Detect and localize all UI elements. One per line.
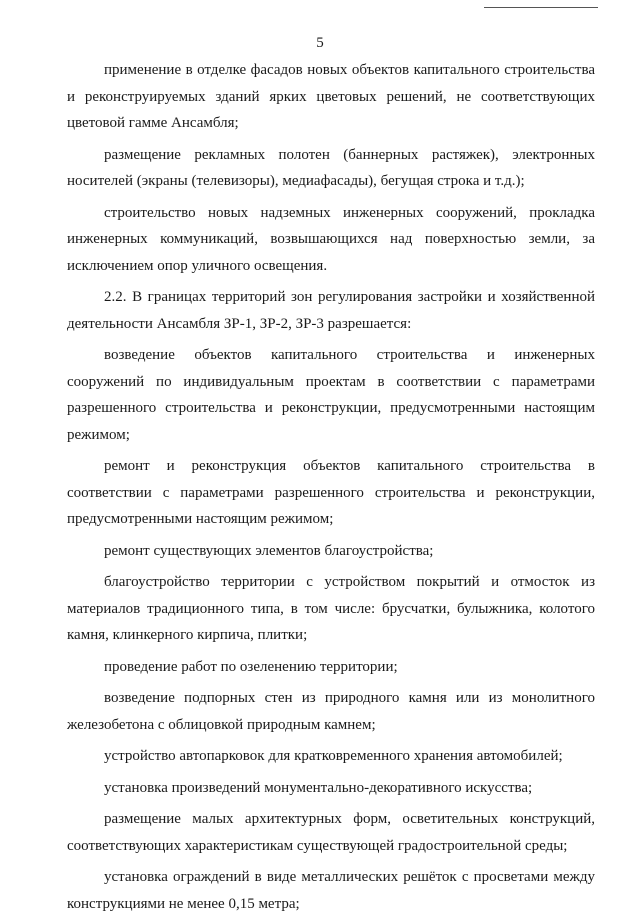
document-body [67,57,595,917]
paragraph: ремонт существующих элементов благоустройства; [104,542,434,559]
paragraph: установка произведений монументально-декоративного искусства; [104,779,533,796]
paragraph: применение в отделке фасадов новых объектов капитального строительства и реконструируемых зданий ярких цветовых решений, не соответствующих цветовой гамме Ансамбля; [67,62,595,131]
paragraph: возведение объектов капитального строительства и инженерных сооружений по индивидуальным проектам в соответствии с параметрами разрешенного строительства и реконструкции, предусмотренными настоящим режимом; [67,347,595,443]
page-number: 5 [316,35,324,51]
paragraph: благоустройство территории с устройством покрытий и отмосток из материалов традиционного типа, в том числе: брусчатки, булыжника, колотого камня, клинкерного кирпича, плитки; [67,574,595,643]
paragraph: размещение малых архитектурных форм, осветительных конструкций, соответствующих характеристикам существующей градостроительной среды; [67,811,595,854]
paragraph: возведение подпорных стен из природного камня или из монолитного железобетона с облицовкой природным камнем; [67,690,595,733]
paragraph: устройство автопарковок для кратковременного хранения автомобилей; [104,748,563,764]
paragraph: ремонт и реконструкция объектов капитального строительства в соответствии с параметрами разрешенного строительства и реконструкции, предусмотренными настоящим режимом; [67,458,595,527]
paragraph: размещение рекламных полотен (баннерных растяжек), электронных носителей (экраны (телевизоры), медиафасады), бегущая строка и т.д.); [67,146,595,189]
paragraph: строительство новых надземных инженерных сооружений, прокладка инженерных коммуникаций, возвышающихся над поверхностью земли, за исключением опор уличного освещения. [67,204,595,274]
paragraph: проведение работ по озеленению территории; [104,658,398,675]
paragraph: установка ограждений в виде металлических решёток с просветами между конструкциями не менее 0,15 метра; [67,869,595,912]
header-rule [484,7,598,8]
section-heading-paragraph: 2.2. В границах территорий зон регулирования застройки и хозяйственной деятельности Ансамбля ЗР-1, ЗР-2, ЗР-3 разрешается: [67,289,595,332]
